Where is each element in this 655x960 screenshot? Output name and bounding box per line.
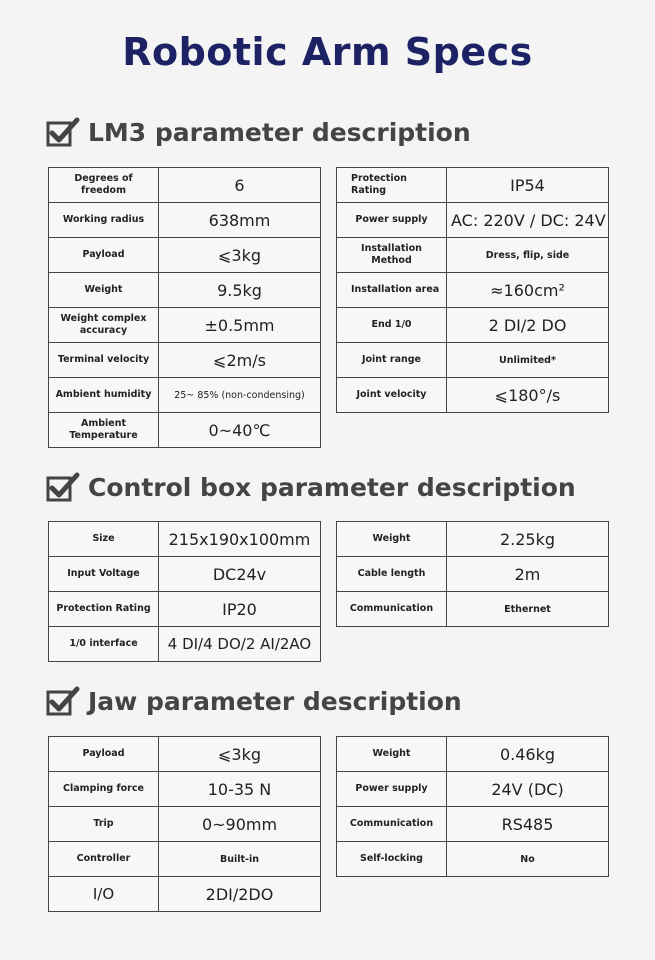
check-icon — [46, 117, 80, 147]
table-row — [49, 627, 321, 662]
check-icon — [46, 686, 80, 716]
param-label: Controller — [49, 842, 159, 877]
param-label: Working radius — [49, 203, 159, 238]
param-label: Ambient Temperature — [49, 413, 159, 448]
table-row — [49, 343, 321, 378]
param-label: Weight — [337, 737, 447, 772]
table-row — [49, 308, 321, 343]
param-label: Trip — [49, 807, 159, 842]
table-row — [337, 203, 609, 238]
jaw-table-right — [336, 736, 609, 877]
param-label: Power supply — [337, 772, 447, 807]
table-row — [49, 203, 321, 238]
param-label: Weight — [49, 273, 159, 308]
param-value: AC: 220V / DC: 24V — [447, 203, 609, 238]
table-row — [337, 238, 609, 273]
check-icon — [46, 472, 80, 502]
section-heading-text: Control box parameter description — [88, 472, 576, 502]
param-value: ⩽2m/s — [159, 343, 321, 378]
param-value: Dress, flip, side — [447, 238, 609, 273]
section-heading-lm3 — [46, 115, 471, 149]
param-label: Communication — [337, 807, 447, 842]
param-value: 2.25kg — [447, 522, 609, 557]
table-row — [337, 343, 609, 378]
table-row — [49, 557, 321, 592]
jaw-table-left — [48, 736, 321, 912]
table-row — [337, 737, 609, 772]
table-row — [337, 273, 609, 308]
table-row — [337, 308, 609, 343]
param-value: ±0.5mm — [159, 308, 321, 343]
table-row — [337, 842, 609, 877]
param-label: Installation area — [337, 273, 447, 308]
param-label: Degrees of freedom — [49, 168, 159, 203]
control-box-table-left — [48, 521, 321, 662]
param-label: Cable length — [337, 557, 447, 592]
param-value: 6 — [159, 168, 321, 203]
table-row — [49, 737, 321, 772]
param-value: 0.46kg — [447, 737, 609, 772]
param-value: 9.5kg — [159, 273, 321, 308]
section-heading-text: Jaw parameter description — [88, 686, 462, 716]
param-value: ⩽3kg — [159, 238, 321, 273]
param-label: Weight complex accuracy — [49, 308, 159, 343]
param-label: Power supply — [337, 203, 447, 238]
table-row — [337, 772, 609, 807]
param-label: Self-locking — [337, 842, 447, 877]
param-label: Terminal velocity — [49, 343, 159, 378]
param-value: 215x190x100mm — [159, 522, 321, 557]
table-row — [337, 168, 609, 203]
table-row — [337, 807, 609, 842]
param-value: 4 DI/4 DO/2 AI/2AO — [159, 627, 321, 662]
lm3-table-left — [48, 167, 321, 448]
param-value: IP54 — [447, 168, 609, 203]
page-title: Robotic Arm Specs — [122, 30, 533, 74]
table-row — [49, 877, 321, 912]
section-heading-jaw — [46, 684, 462, 718]
param-label: Payload — [49, 238, 159, 273]
table-row — [337, 522, 609, 557]
param-label: Communication — [337, 592, 447, 627]
param-label: Joint range — [337, 343, 447, 378]
lm3-table-right — [336, 167, 609, 413]
table-row — [49, 522, 321, 557]
param-value: RS485 — [447, 807, 609, 842]
param-value: 2m — [447, 557, 609, 592]
param-label: Weight — [337, 522, 447, 557]
control-box-table-right — [336, 521, 609, 627]
table-row — [337, 557, 609, 592]
param-label: Protection Rating — [49, 592, 159, 627]
param-label: I/O — [49, 877, 159, 912]
param-value: DC24v — [159, 557, 321, 592]
param-label: Installation Method — [337, 238, 447, 273]
param-label: Protection Rating — [337, 168, 447, 203]
section-heading-control-box — [46, 470, 576, 504]
param-value: 638mm — [159, 203, 321, 238]
param-label: Payload — [49, 737, 159, 772]
table-row — [49, 772, 321, 807]
param-value: 10-35 N — [159, 772, 321, 807]
param-value: 25~ 85% (non-condensing) — [159, 378, 321, 413]
param-label: Ambient humidity — [49, 378, 159, 413]
table-row — [49, 378, 321, 413]
table-row — [337, 378, 609, 413]
param-value: Built-in — [159, 842, 321, 877]
param-value: 24V (DC) — [447, 772, 609, 807]
param-value: 0~40℃ — [159, 413, 321, 448]
param-value: No — [447, 842, 609, 877]
param-value: 2 DI/2 DO — [447, 308, 609, 343]
section-heading-text: LM3 parameter description — [88, 117, 471, 147]
table-row — [49, 413, 321, 448]
param-label: Input Voltage — [49, 557, 159, 592]
table-row — [49, 842, 321, 877]
param-value: IP20 — [159, 592, 321, 627]
table-row — [337, 592, 609, 627]
param-value: ⩽3kg — [159, 737, 321, 772]
param-value: Unlimited* — [447, 343, 609, 378]
table-row — [49, 168, 321, 203]
table-row — [49, 273, 321, 308]
param-value: Ethernet — [447, 592, 609, 627]
table-row — [49, 807, 321, 842]
table-row — [49, 238, 321, 273]
param-value: ⩽180°/s — [447, 378, 609, 413]
param-label: 1/0 interface — [49, 627, 159, 662]
table-row — [49, 592, 321, 627]
param-value: 2DI/2DO — [159, 877, 321, 912]
param-label: End 1/0 — [337, 308, 447, 343]
param-label: Size — [49, 522, 159, 557]
param-label: Clamping force — [49, 772, 159, 807]
param-value: ≈160cm² — [447, 273, 609, 308]
param-label: Joint velocity — [337, 378, 447, 413]
param-value: 0~90mm — [159, 807, 321, 842]
